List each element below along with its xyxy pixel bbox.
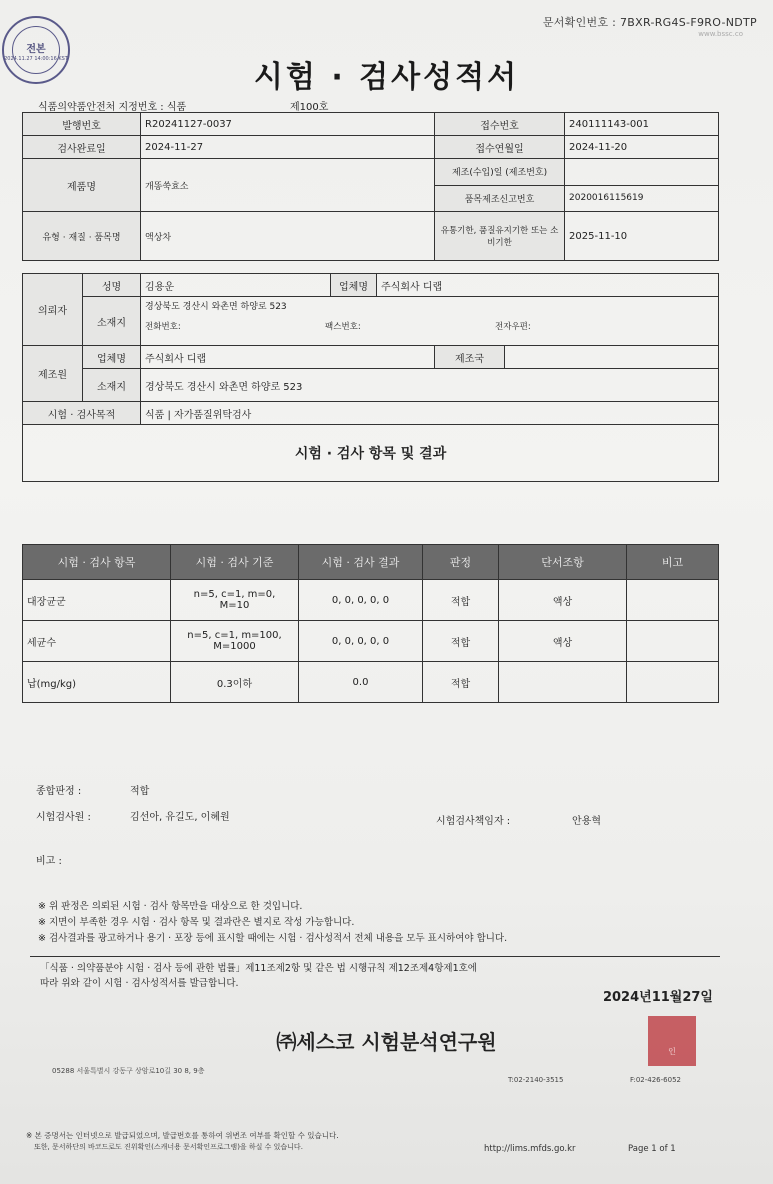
manager-label: 시험검사책임자 : — [436, 816, 511, 827]
expiry-date: 2025-11-10 — [565, 212, 719, 261]
maker-label: 제조원 — [23, 346, 83, 402]
row-judgement: 적합 — [423, 580, 499, 621]
results-section-title: 시험 · 검사 항목 및 결과 — [23, 425, 719, 482]
inspectors-label: 시험검사원 : — [36, 812, 91, 823]
country — [505, 346, 719, 369]
receipt-no: 240111143-001 — [565, 113, 719, 136]
report-no: 2020016115619 — [565, 185, 719, 212]
purpose: 식품 | 자가품질위탁검사 — [141, 402, 719, 425]
country-label: 제조국 — [435, 346, 505, 369]
seal-subtext: 2024.11.27 14:00:16 KST — [4, 56, 68, 62]
row-result: 0, 0, 0, 0, 0 — [299, 621, 423, 662]
col-header-remark: 비고 — [627, 545, 719, 580]
done-date-label: 검사완료일 — [23, 136, 141, 159]
footer-line-2: 또한, 문서하단의 바코드로도 진위확인(스캐너용 문서확인프로그램)을 하실 수 있습니다. — [34, 1143, 303, 1151]
row-standard-line2: M=10 — [219, 600, 250, 611]
row-clause — [499, 662, 627, 703]
col-header-result: 시험 · 검사 결과 — [299, 545, 423, 580]
row-standard — [171, 621, 299, 662]
org-address: 05288 서울특별시 강동구 상암로10길 30 8, 9층 — [52, 1067, 205, 1075]
receipt-date: 2024-11-20 — [565, 136, 719, 159]
email-label: 전자우편: — [495, 322, 531, 332]
receipt-no-label: 접수번호 — [435, 113, 565, 136]
org-tel: T:02-2140-3515 — [508, 1076, 564, 1084]
divider — [30, 956, 720, 957]
client-address: 경상북도 경산시 와촌면 하양로 523 — [145, 302, 287, 312]
row-item: 세균수 — [23, 621, 171, 662]
row-clause: 액상 — [499, 621, 627, 662]
mfg-date — [565, 159, 719, 186]
client-address-label: 소재지 — [83, 297, 141, 346]
maker-address-label: 소재지 — [83, 369, 141, 402]
document-title: 시험 · 검사성적서 — [253, 60, 520, 95]
stamp-text: 인 — [668, 1047, 676, 1056]
col-header-item: 시험 · 검사 항목 — [23, 545, 171, 580]
designation: 식품의약품안전처 지정번호 : 식품 — [38, 102, 187, 113]
row-item: 대장균군 — [23, 580, 171, 621]
overall-value: 적합 — [130, 786, 150, 797]
results-header-row — [23, 545, 719, 580]
product-name: 개똥쑥효소 — [141, 159, 435, 212]
doc-confirm-sub: www.bssc.co — [698, 30, 743, 38]
maker-company-label: 업체명 — [83, 346, 141, 369]
mfg-date-label: 제조(수입)일 (제조번호) — [435, 159, 565, 186]
info-table — [22, 112, 719, 482]
client-company: 주식회사 디랩 — [377, 274, 719, 297]
row-standard-line2: M=1000 — [213, 641, 256, 652]
done-date: 2024-11-27 — [141, 136, 435, 159]
organization-name: ㈜세스코 시험분석연구원 — [276, 1030, 497, 1054]
footer-line-1: ※ 본 증명서는 인터넷으로 발급되었으며, 발급번호를 통하여 위변조 여부를 확인할 수 있습니다. — [26, 1131, 339, 1140]
row-clause: 액상 — [499, 580, 627, 621]
expiry-label: 유통기한, 품질유지기한 또는 소비기한 — [435, 212, 565, 261]
law-line-2: 따라 위와 같이 시험 · 검사성적서를 발급합니다. — [40, 978, 239, 989]
note-1: ※ 위 판정은 의뢰된 시험 · 검사 항목만을 대상으로 한 것입니다. — [38, 901, 303, 912]
page-number: Page 1 of 1 — [628, 1144, 676, 1154]
issue-date: 2024년11월27일 — [602, 990, 713, 1005]
row-item: 납(mg/kg) — [23, 662, 171, 703]
maker-address: 경상북도 경산시 와촌면 하양로 523 — [141, 369, 719, 402]
row-remark — [627, 662, 719, 703]
org-fax: F:02-426-6052 — [630, 1076, 681, 1084]
row-result: 0.0 — [299, 662, 423, 703]
issue-no: R20241127-0037 — [141, 113, 435, 136]
type-value: 액상차 — [141, 212, 435, 261]
row-standard-line1: n=5, c=1, m=0, — [193, 589, 276, 600]
row-remark — [627, 580, 719, 621]
row-standard — [171, 580, 299, 621]
col-header-judgement: 판정 — [423, 545, 499, 580]
table-row — [23, 621, 719, 662]
manager: 안용혁 — [572, 816, 601, 827]
row-remark — [627, 621, 719, 662]
row-judgement: 적합 — [423, 662, 499, 703]
spacer — [23, 261, 719, 274]
doc-confirm-number: 문서확인번호 : 7BXR-RG4S-F9RO-NDTP — [542, 16, 757, 29]
footer-url[interactable]: http://lims.mfds.go.kr — [484, 1144, 576, 1154]
company-stamp-icon — [648, 1016, 696, 1066]
purpose-label: 시험 · 검사목적 — [23, 402, 141, 425]
receipt-date-label: 접수연월일 — [435, 136, 565, 159]
table-row — [23, 580, 719, 621]
row-judgement: 적합 — [423, 621, 499, 662]
law-line-1: 「식품 · 의약품분야 시험 · 검사 등에 관한 법률」제11조제2항 및 같은 법 시행규칙 제12조제4항제1호에 — [40, 963, 477, 974]
report-no-label: 품목제조신고번호 — [435, 185, 565, 212]
client-company-label: 업체명 — [331, 274, 377, 297]
seal-text: 전본 — [26, 44, 46, 55]
overall-label: 종합판정 : — [36, 786, 82, 797]
row-standard-line1: 0.3이하 — [216, 678, 253, 690]
col-header-standard: 시험 · 검사 기준 — [171, 545, 299, 580]
product-label: 제품명 — [23, 159, 141, 212]
results-table — [22, 544, 719, 703]
fax-label: 팩스번호: — [325, 322, 361, 332]
maker-company: 주식회사 디랩 — [141, 346, 435, 369]
row-standard — [171, 662, 299, 703]
client-name-label: 성명 — [83, 274, 141, 297]
issue-no-label: 발행번호 — [23, 113, 141, 136]
type-label: 유형 · 재질 · 품목명 — [23, 212, 141, 261]
client-label: 의뢰자 — [23, 274, 83, 346]
table-row — [23, 662, 719, 703]
phone-label: 전화번호: — [145, 322, 181, 332]
row-result: 0, 0, 0, 0, 0 — [299, 580, 423, 621]
note-2: ※ 지면이 부족한 경우 시험 · 검사 항목 및 결과란은 별지로 작성 가능합니다. — [38, 917, 355, 928]
col-header-clause: 단서조항 — [499, 545, 627, 580]
client-name: 김용운 — [141, 274, 331, 297]
row-standard-line1: n=5, c=1, m=100, — [187, 630, 282, 641]
remark-label: 비고 : — [36, 856, 62, 867]
designation-number: 제100호 — [290, 102, 329, 113]
note-3: ※ 검사결과를 광고하거나 용기 · 포장 등에 표시할 때에는 시험 · 검사성적서 전체 내용을 모두 표시하여야 합니다. — [38, 933, 508, 944]
inspectors: 김선아, 유길도, 이혜원 — [130, 812, 230, 823]
client-address-cell — [141, 297, 719, 346]
